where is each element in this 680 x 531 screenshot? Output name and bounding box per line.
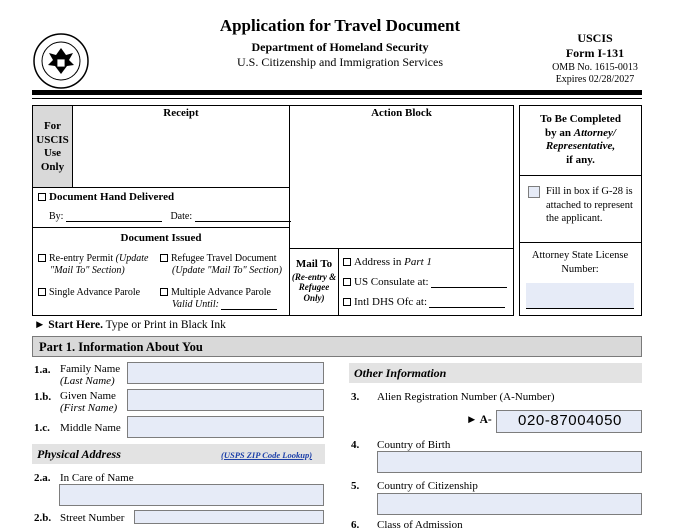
g28-checkbox[interactable] xyxy=(528,186,540,198)
item-1b-number: 1.b. xyxy=(34,391,52,403)
attorney-block-rule-1 xyxy=(520,175,641,176)
form-metadata xyxy=(536,62,654,86)
a-number-label: Alien Registration Number (A-Number) xyxy=(377,391,555,403)
given-name-input[interactable] xyxy=(127,389,324,411)
intl-dhs-label: Intl DHS Ofc at: xyxy=(354,296,428,308)
expiration-date: Expires 02/28/2027 xyxy=(555,74,635,85)
attorney-title-3: Representative, xyxy=(545,140,616,152)
header-rule-thin xyxy=(32,98,642,99)
single-parole-label: Single Advance Parole xyxy=(49,287,141,298)
multiple-parole-option xyxy=(160,287,277,310)
a-number-value: 020-87004050 xyxy=(518,412,622,429)
form-number: Form I-131 xyxy=(565,46,625,60)
uscis-use-only-cell xyxy=(33,106,73,187)
family-name-sub: (Last Name) xyxy=(60,375,115,387)
uscis-use-line-4: Only xyxy=(40,160,65,173)
start-here-line xyxy=(34,319,226,331)
uscis-use-line-3: Use xyxy=(43,147,62,159)
hand-delivered-row xyxy=(38,191,174,203)
multiple-parole-label: Multiple Advance Parole xyxy=(171,287,271,298)
item-1b-label-group xyxy=(60,390,117,414)
item-2a-number: 2.a. xyxy=(34,472,51,484)
attorney-license-input[interactable] xyxy=(526,283,634,309)
country-citizenship-input[interactable] xyxy=(377,493,642,515)
mail-address-option xyxy=(343,256,432,268)
other-info-label: Other Information xyxy=(354,366,447,380)
mail-to-rule xyxy=(290,248,513,249)
mail-to-note-1: (Re-entry & xyxy=(291,271,337,282)
street-number-label: Street Number xyxy=(60,512,125,524)
mail-dhs-option xyxy=(343,296,505,308)
family-name-input[interactable] xyxy=(127,362,324,384)
attorney-block-rule-2 xyxy=(520,242,641,243)
agency-short: USCIS xyxy=(577,31,613,45)
by-label: By: xyxy=(49,211,64,222)
country-birth-input[interactable] xyxy=(377,451,642,473)
action-block-label: Action Block xyxy=(371,107,432,119)
omb-number: OMB No. 1615-0013 xyxy=(552,62,638,73)
country-birth-label: Country of Birth xyxy=(377,439,451,451)
by-field[interactable] xyxy=(66,212,162,222)
middle-name-input[interactable] xyxy=(127,416,324,438)
document-issued-rule xyxy=(33,227,289,228)
attorney-title-2b: Attorney/ xyxy=(573,126,616,139)
item-5-number: 5. xyxy=(351,480,360,492)
reentry-note-2: "Mail To" Section) xyxy=(50,264,125,276)
reentry-permit-option xyxy=(38,253,148,276)
refugee-doc-checkbox[interactable] xyxy=(160,254,168,262)
refugee-doc-option xyxy=(160,253,282,276)
given-name-label: Given Name xyxy=(60,390,116,402)
intl-dhs-checkbox[interactable] xyxy=(343,298,351,306)
refugee-doc-label: Refugee Travel Document xyxy=(171,253,277,264)
item-6-number: 6. xyxy=(351,519,360,531)
item-4-number: 4. xyxy=(351,439,360,451)
middle-name-label: Middle Name xyxy=(60,422,121,434)
date-label: Date: xyxy=(170,211,193,222)
start-here-label: ► Start Here. xyxy=(34,319,103,331)
in-care-of-input[interactable] xyxy=(59,484,324,506)
us-consulate-field[interactable] xyxy=(431,278,507,288)
item-1a-number: 1.a. xyxy=(34,364,51,376)
valid-until-field[interactable] xyxy=(221,300,277,310)
hand-delivered-by-row xyxy=(49,211,291,222)
hand-delivered-checkbox[interactable] xyxy=(38,193,46,201)
physical-address-label: Physical Address xyxy=(37,447,121,461)
item-3-number: 3. xyxy=(351,391,360,403)
uscis-use-line-1: For xyxy=(43,120,62,132)
attorney-title-1: To Be Completed xyxy=(540,113,621,125)
usps-zip-lookup-link[interactable]: (USPS ZIP Code Lookup) xyxy=(221,450,313,460)
item-1c-number: 1.c. xyxy=(34,422,50,434)
valid-until-label: Valid Until: xyxy=(172,298,219,310)
item-2b-number: 2.b. xyxy=(34,512,52,524)
mail-consulate-option xyxy=(343,276,507,288)
in-care-of-label: In Care of Name xyxy=(60,472,134,484)
hand-delivered-label: Document Hand Delivered xyxy=(49,191,175,203)
single-parole-option xyxy=(38,287,140,298)
header-rule-thick xyxy=(32,90,642,95)
a-number-input[interactable] xyxy=(496,410,642,433)
agency-name: U.S. Citizenship and Immigration Services xyxy=(237,55,443,69)
mail-to-divider xyxy=(338,249,339,315)
us-consulate-checkbox[interactable] xyxy=(343,278,351,286)
street-number-input[interactable] xyxy=(134,510,324,524)
mail-to-note-3: Only) xyxy=(303,292,325,303)
mail-to-note-2: Refugee xyxy=(298,282,330,292)
attorney-title-4: if any. xyxy=(566,153,595,166)
address-in-part-label: Address in xyxy=(354,256,402,268)
uscis-use-line-2: USCIS xyxy=(36,133,69,146)
class-admission-label: Class of Admission xyxy=(377,519,463,531)
attorney-block-title xyxy=(520,113,641,167)
family-name-label: Family Name xyxy=(60,363,121,375)
reentry-note: (Update xyxy=(115,253,149,264)
refugee-note: (Update "Mail To" Section) xyxy=(172,264,282,276)
country-citizenship-label: Country of Citizenship xyxy=(377,480,478,492)
reentry-permit-checkbox[interactable] xyxy=(38,254,46,262)
part1-header: Part 1. Information About You xyxy=(32,336,642,357)
mail-to-label-cell xyxy=(290,259,338,303)
form-identifier xyxy=(540,31,650,61)
us-consulate-label: US Consulate at: xyxy=(354,276,429,288)
intl-dhs-field[interactable] xyxy=(429,298,505,308)
date-field[interactable] xyxy=(195,212,291,222)
single-parole-checkbox[interactable] xyxy=(38,288,46,296)
a-number-prefix: ► A- xyxy=(466,414,492,426)
address-part-ref: Part 1 xyxy=(404,256,432,268)
receipt-label: Receipt xyxy=(163,107,199,119)
license-label: Attorney State License Number: xyxy=(531,250,629,275)
g28-label: Fill in box if G-28 is attached to represent the applicant. xyxy=(546,186,633,224)
receipt-bottom-rule xyxy=(33,187,289,188)
item-1a-label-group xyxy=(60,363,120,387)
dhs-seal-logo xyxy=(33,33,89,89)
document-issued-label: Document Issued xyxy=(120,232,202,244)
mail-to-label: Mail To xyxy=(295,258,333,270)
other-info-header xyxy=(349,363,642,383)
reentry-permit-label: Re-entry Permit xyxy=(49,253,114,264)
multiple-parole-checkbox[interactable] xyxy=(160,288,168,296)
attorney-title-2: by an xyxy=(545,126,572,139)
address-part1-checkbox[interactable] xyxy=(343,258,351,266)
given-name-sub: (First Name) xyxy=(60,402,118,414)
department-name: Department of Homeland Security xyxy=(251,40,429,54)
start-here-text: Type or Print in Black Ink xyxy=(105,319,226,331)
form-title: Application for Travel Document xyxy=(219,16,461,35)
